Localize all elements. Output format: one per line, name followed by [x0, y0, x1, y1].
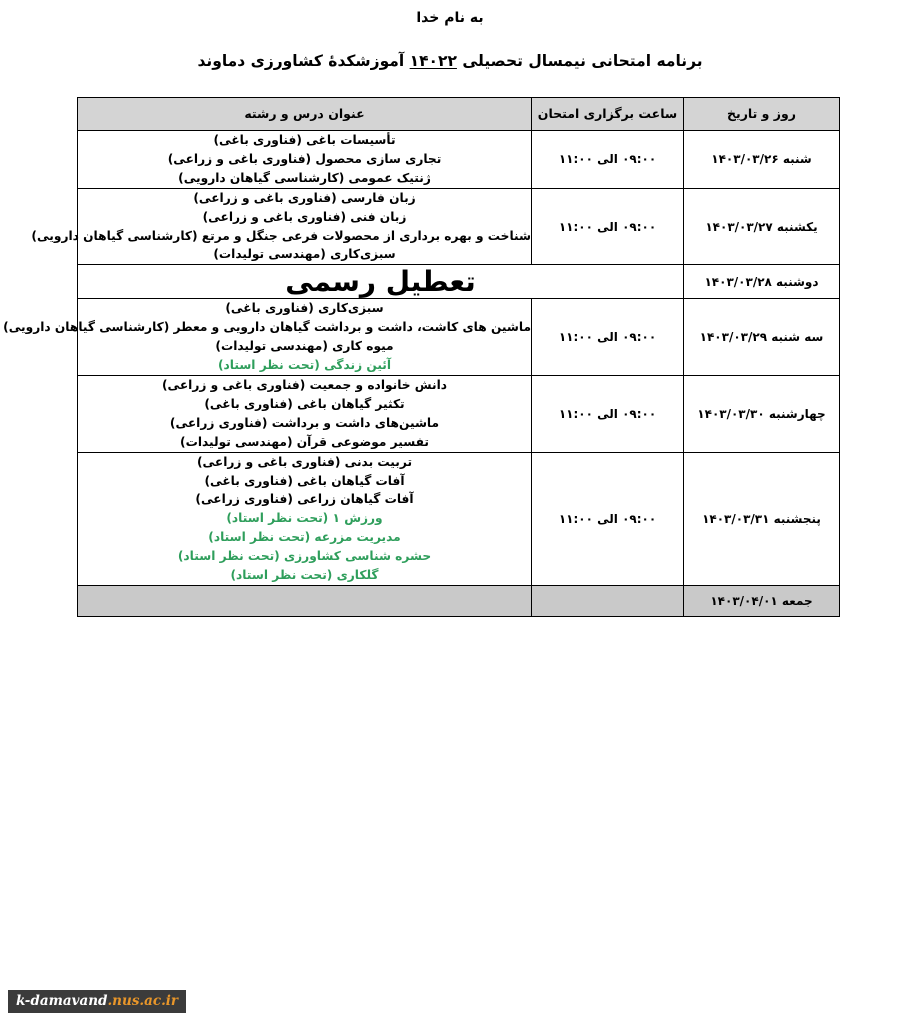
schedule-table-container	[3, 97, 840, 617]
table-body	[3, 131, 840, 617]
table-row	[78, 585, 840, 616]
course-line-supervised: گلکاری (تحت نظر استاد)	[230, 568, 379, 583]
course-line: ژنتیک عمومی (کارشناسی گیاهان دارویی)	[178, 170, 431, 185]
academic-term-number: ۱۴۰۲۲	[409, 52, 457, 70]
cell-exam-time	[532, 585, 684, 616]
title-suffix: آموزشکدهٔ کشاورزی دماوند	[197, 52, 405, 70]
cell-day-date: یکشنبه ۱۴۰۳/۰۳/۲۷	[684, 188, 840, 265]
watermark-name: k-damavand	[16, 993, 108, 1009]
course-line: تأسیسات باغی (فناوری باغی)	[213, 133, 396, 147]
course-line-supervised: آئین زندگی (تحت نظر استاد)	[217, 358, 392, 373]
column-header-courses: عنوان درس و رشته	[78, 98, 532, 131]
cell-course-list	[78, 452, 532, 585]
watermark-domain: .nus.ac.ir	[107, 993, 179, 1009]
cell-exam-time: ۰۹:۰۰ الی ۱۱:۰۰	[532, 299, 684, 376]
course-line: تکثیر گیاهان باغی (فناوری باغی)	[204, 396, 405, 411]
table-header	[78, 98, 840, 131]
course-line: تجاری سازی محصول (فناوری باغی و زراعی)	[167, 151, 442, 166]
cell-day-date: جمعه ۱۴۰۳/۰۴/۰۱	[684, 585, 840, 616]
table-row	[78, 265, 840, 299]
course-line: سبزی‌کاری (فناوری باغی)	[225, 301, 384, 316]
cell-day-date: شنبه ۱۴۰۳/۰۳/۲۶	[684, 131, 840, 189]
table-row	[78, 299, 840, 376]
course-line: شناخت و بهره برداری از محصولات فرعی جنگل و مرتع (کارشناسی گیاهان دارویی)	[31, 228, 531, 243]
course-line: میوه کاری (مهندسی تولیدات)	[215, 339, 394, 354]
course-line: تفسیر موضوعی قرآن (مهندسی تولیدات)	[180, 434, 429, 449]
course-line-supervised: ورزش ۱ (تحت نظر استاد)	[226, 511, 383, 526]
course-line: ماشین های کاشت، داشت و برداشت گیاهان دارویی و معطر (کارشناسی گیاهان دارویی)	[3, 320, 531, 335]
course-line: زبان فارسی (فناوری باغی و زراعی)	[193, 190, 416, 205]
table-header-row	[78, 98, 840, 131]
cell-day-date: دوشنبه ۱۴۰۳/۰۳/۲۸	[684, 265, 840, 299]
table-row	[78, 188, 840, 265]
course-line-supervised: مدیریت مزرعه (تحت نظر استاد)	[208, 530, 401, 545]
cell-course-list	[78, 585, 532, 616]
column-header-date: روز و تاریخ	[684, 98, 840, 131]
column-header-time: ساعت برگزاری امتحان	[532, 98, 684, 131]
cell-day-date: چهارشنبه ۱۴۰۳/۰۳/۳۰	[684, 375, 840, 452]
table-row	[78, 375, 840, 452]
course-line: تربیت بدنی (فناوری باغی و زراعی)	[196, 454, 413, 469]
bismillah-heading: به نام خدا	[416, 10, 484, 26]
cell-exam-time: ۰۹:۰۰ الی ۱۱:۰۰	[532, 131, 684, 189]
cell-course-list	[31, 188, 532, 265]
cell-course-list	[78, 131, 532, 189]
page-title	[0, 52, 900, 70]
cell-exam-time: ۰۹:۰۰ الی ۱۱:۰۰	[532, 188, 684, 265]
course-line: دانش خانواده و جمعیت (فناوری باغی و زراعی)	[161, 377, 448, 392]
course-line: آفات گیاهان زراعی (فناوری زراعی)	[195, 492, 414, 507]
course-line: سبزی‌کاری (مهندسی تولیدات)	[213, 247, 396, 262]
course-line: زبان فنی (فناوری باغی و زراعی)	[202, 209, 407, 224]
cell-course-list	[3, 299, 532, 376]
table-row	[78, 131, 840, 189]
table-row	[78, 452, 840, 585]
cell-official-holiday: تعطیل رسمی	[78, 265, 684, 299]
site-watermark	[8, 990, 186, 1013]
course-line: آفات گیاهان باغی (فناوری باغی)	[204, 473, 405, 488]
exam-schedule-table	[3, 97, 840, 617]
course-line-supervised: حشره شناسی کشاورزی (تحت نظر استاد)	[177, 549, 432, 564]
title-prefix: برنامه امتحانی نیمسال تحصیلی	[462, 52, 703, 70]
cell-day-date: سه شنبه ۱۴۰۳/۰۳/۲۹	[684, 299, 840, 376]
course-line: ماشین‌های داشت و برداشت (فناوری زراعی)	[169, 415, 440, 430]
cell-exam-time: ۰۹:۰۰ الی ۱۱:۰۰	[532, 375, 684, 452]
cell-course-list	[78, 375, 532, 452]
cell-day-date: پنجشنبه ۱۴۰۳/۰۳/۳۱	[684, 452, 840, 585]
cell-exam-time: ۰۹:۰۰ الی ۱۱:۰۰	[532, 452, 684, 585]
